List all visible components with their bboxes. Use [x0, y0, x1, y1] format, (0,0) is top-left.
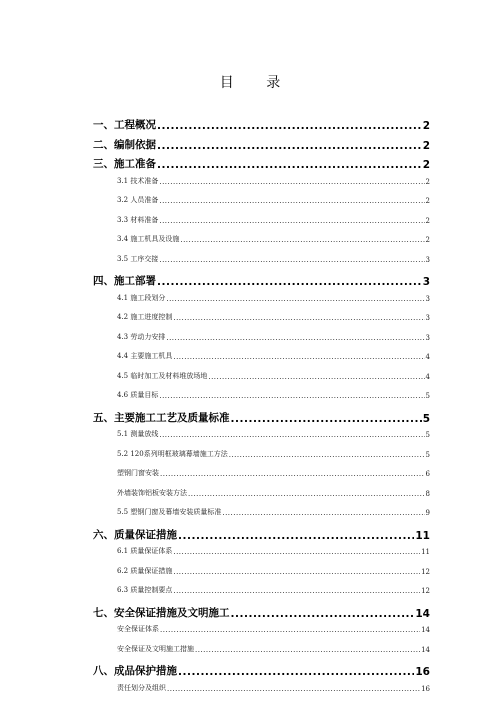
- toc-entry-title: 6.3 质量控制要点: [117, 586, 173, 594]
- toc-page-number: 16: [415, 666, 430, 678]
- toc-page-number: 2: [425, 216, 430, 225]
- toc-entry-title: 安全保证及文明施工措施: [117, 644, 194, 653]
- toc-leader-dots: [208, 374, 424, 381]
- toc-subsection-entry[interactable]: [117, 332, 430, 342]
- toc-entry-title: 塑钢门窗安装: [117, 469, 159, 477]
- page-title: 目 录: [219, 75, 295, 91]
- toc-entry-title: 五、主要施工工艺及质量标准: [93, 411, 230, 424]
- toc-page-number: 5: [422, 412, 430, 425]
- toc-subsection-entry[interactable]: [117, 429, 430, 439]
- toc-section-entry[interactable]: [93, 410, 430, 425]
- toc-leader-dots: [229, 452, 425, 459]
- toc-page-number: 14: [421, 626, 430, 634]
- toc-page-number: 2: [425, 236, 430, 244]
- toc-entry-title: 4.6 质量目标: [117, 391, 159, 399]
- toc-page-number: 2: [425, 197, 430, 205]
- toc-page-number: 2: [422, 139, 430, 152]
- toc-leader-dots: [231, 609, 415, 620]
- toc-subsection-entry[interactable]: [117, 507, 430, 517]
- toc-page-number: 5: [425, 431, 430, 439]
- toc-section-entry[interactable]: [93, 663, 430, 678]
- toc-leader-dots: [178, 531, 414, 542]
- toc-leader-dots: [231, 414, 422, 425]
- toc-leader-dots: [159, 393, 424, 400]
- toc-page-number: 3: [425, 333, 430, 342]
- toc-entry-title: 七、安全保证措施及文明施工: [93, 606, 230, 619]
- toc-page-number: 6: [425, 470, 430, 478]
- toc-section-entry[interactable]: [93, 156, 430, 171]
- toc-page-number: 14: [415, 607, 430, 620]
- toc-page-number: 2: [422, 120, 430, 132]
- toc-page-number: 2: [425, 177, 430, 186]
- toc-entry-title: 5.2 120系列明框玻璃幕墙施工方法: [117, 449, 228, 458]
- toc-subsection-entry[interactable]: [117, 176, 430, 186]
- toc-subsection-entry[interactable]: [117, 390, 430, 400]
- toc-leader-dots: [173, 569, 420, 576]
- toc-page-number: 11: [421, 548, 430, 556]
- toc-entry-title: 三、施工准备: [93, 158, 156, 170]
- toc-leader-dots: [173, 354, 424, 361]
- toc-page-number: 9: [425, 509, 430, 517]
- toc-entry-title: 一、工程概况: [93, 119, 156, 131]
- toc-entry-title: 4.4 主要施工机具: [117, 352, 173, 360]
- toc-entry-title: 安全保证体系: [117, 625, 159, 633]
- toc-subsection-entry[interactable]: [117, 683, 430, 693]
- toc-page-number: 5: [425, 392, 430, 400]
- toc-subsection-entry[interactable]: [117, 312, 430, 322]
- toc-page-number: 16: [421, 684, 430, 693]
- toc-leader-dots: [159, 198, 424, 205]
- toc-entry-title: 3.4 施工机具及设施: [117, 235, 180, 243]
- toc-entry-title: 5.5 塑钢门窗及幕墙安装质量标准: [117, 508, 222, 516]
- toc-page-number: 3: [425, 294, 430, 303]
- toc-section-entry[interactable]: [93, 273, 430, 288]
- toc-entry-title: 3.5 工序交接: [117, 254, 159, 263]
- toc-leader-dots: [160, 471, 425, 478]
- toc-entry-title: 6.2 质量保证措施: [117, 566, 173, 575]
- toc-section-entry[interactable]: [93, 605, 430, 620]
- toc-entry-title: 5.1 测量放线: [117, 430, 159, 438]
- toc-subsection-entry[interactable]: [117, 585, 430, 595]
- toc-leader-dots: [166, 296, 424, 303]
- toc-page-number: 11: [415, 529, 430, 542]
- toc-entry-title: 6.1 质量保证体系: [117, 547, 173, 555]
- toc-page-number: 12: [421, 587, 430, 595]
- toc-subsection-entry[interactable]: [117, 488, 430, 498]
- toc-page-number: 8: [425, 489, 430, 498]
- toc-subsection-entry[interactable]: [117, 449, 430, 459]
- toc-entry-title: 二、编制依据: [93, 138, 156, 151]
- toc-section-entry[interactable]: [93, 117, 430, 132]
- toc-leader-dots: [195, 647, 420, 654]
- toc-entry-title: 八、成品保护措施: [93, 665, 177, 677]
- toc-leader-dots: [167, 686, 420, 693]
- toc-page-number: 12: [421, 567, 430, 576]
- toc-entry-title: 3.2 人员准备: [117, 196, 159, 204]
- toc-leader-dots: [157, 141, 422, 152]
- toc-leader-dots: [222, 510, 424, 517]
- toc-page-number: 2: [422, 159, 430, 171]
- toc-subsection-entry[interactable]: [117, 371, 430, 381]
- toc-page-number: 3: [425, 255, 430, 264]
- toc-page-number: 4: [425, 372, 430, 381]
- toc-leader-dots: [159, 179, 424, 186]
- toc-entry-title: 4.2 施工进度控制: [117, 313, 173, 321]
- toc-leader-dots: [159, 257, 424, 264]
- toc-entry-title: 六、质量保证措施: [93, 528, 177, 541]
- toc-page-number: 5: [425, 450, 430, 459]
- toc-leader-dots: [173, 588, 420, 595]
- toc-subsection-entry[interactable]: [117, 624, 430, 634]
- toc-entry-title: 3.1 技术准备: [117, 176, 159, 185]
- toc-entry-title: 4.1 施工段划分: [117, 293, 166, 302]
- toc-subsection-entry[interactable]: [117, 254, 430, 264]
- toc-page-number: 4: [425, 353, 430, 361]
- toc-subsection-entry[interactable]: [117, 234, 430, 244]
- toc-leader-dots: [160, 627, 420, 634]
- toc-entry-title: 外墙装饰铝板安装方法: [117, 488, 187, 497]
- toc-page-number: 14: [421, 645, 430, 654]
- toc-subsection-entry[interactable]: [117, 195, 430, 205]
- toc-leader-dots: [178, 668, 414, 679]
- toc-page-number: 3: [425, 314, 430, 322]
- toc-section-entry[interactable]: [93, 527, 430, 542]
- toc-entry-title: 四、施工部署: [93, 275, 156, 287]
- toc-subsection-entry[interactable]: [117, 468, 430, 478]
- toc-subsection-entry[interactable]: [117, 293, 430, 303]
- toc-leader-dots: [159, 218, 424, 225]
- toc-subsection-entry[interactable]: [117, 351, 430, 361]
- toc-leader-dots: [173, 549, 420, 556]
- toc-section-entry[interactable]: [93, 137, 430, 152]
- toc-leader-dots: [188, 491, 425, 498]
- toc-leader-dots: [173, 315, 424, 322]
- toc-leader-dots: [159, 432, 424, 439]
- toc-leader-dots: [157, 161, 422, 172]
- toc-leader-dots: [157, 122, 422, 133]
- toc-subsection-entry[interactable]: [117, 644, 430, 654]
- toc-page-number: 3: [422, 276, 430, 288]
- toc-entry-title: 3.3 材料准备: [117, 215, 159, 224]
- toc-entry-title: 4.3 劳动力安排: [117, 332, 166, 341]
- toc-entry-title: 责任划分及组织: [117, 683, 166, 692]
- toc-leader-dots: [180, 237, 424, 244]
- toc-subsection-entry[interactable]: [117, 566, 430, 576]
- toc-leader-dots: [157, 278, 422, 289]
- toc-subsection-entry[interactable]: [117, 546, 430, 556]
- toc-entry-title: 4.5 临时加工及材料堆放场地: [117, 371, 208, 380]
- toc-leader-dots: [166, 335, 424, 342]
- toc-subsection-entry[interactable]: [117, 215, 430, 225]
